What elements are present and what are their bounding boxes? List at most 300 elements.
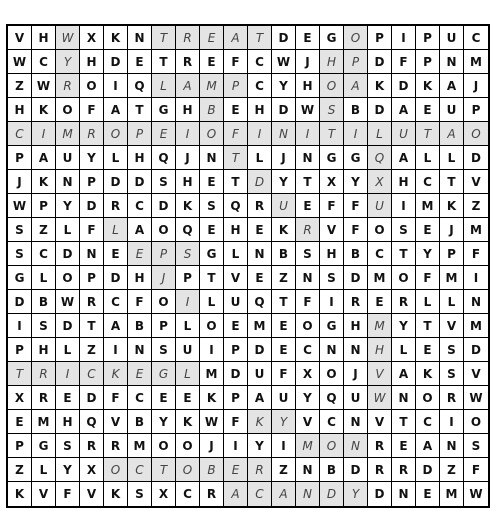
grid-cell[interactable]: N	[464, 290, 488, 314]
grid-cell[interactable]: T	[392, 242, 416, 266]
grid-cell[interactable]: L	[416, 290, 440, 314]
grid-cell[interactable]: U	[392, 122, 416, 146]
grid-cell[interactable]: H	[80, 50, 104, 74]
grid-cell[interactable]: K	[176, 194, 200, 218]
grid-cell[interactable]: O	[344, 26, 368, 50]
grid-cell[interactable]: V	[464, 362, 488, 386]
grid-cell[interactable]: D	[464, 338, 488, 362]
grid-cell[interactable]: V	[8, 26, 32, 50]
grid-cell[interactable]: E	[152, 122, 176, 146]
grid-cell[interactable]: I	[224, 434, 248, 458]
grid-cell[interactable]: H	[320, 50, 344, 74]
grid-cell[interactable]: K	[416, 74, 440, 98]
grid-cell[interactable]: X	[80, 26, 104, 50]
grid-cell[interactable]: O	[368, 218, 392, 242]
grid-cell[interactable]: U	[440, 98, 464, 122]
grid-cell[interactable]: N	[392, 386, 416, 410]
grid-cell[interactable]: D	[56, 314, 80, 338]
grid-cell[interactable]: N	[56, 170, 80, 194]
grid-cell[interactable]: I	[200, 338, 224, 362]
grid-cell[interactable]: A	[392, 362, 416, 386]
grid-cell[interactable]: T	[224, 170, 248, 194]
grid-cell[interactable]: O	[464, 410, 488, 434]
grid-cell[interactable]: U	[440, 26, 464, 50]
grid-cell[interactable]: R	[440, 386, 464, 410]
grid-cell[interactable]: G	[320, 26, 344, 50]
grid-cell[interactable]: T	[152, 50, 176, 74]
grid-cell[interactable]: K	[440, 194, 464, 218]
grid-cell[interactable]: C	[8, 122, 32, 146]
grid-cell[interactable]: R	[80, 290, 104, 314]
grid-cell[interactable]: D	[80, 386, 104, 410]
grid-cell[interactable]: O	[152, 290, 176, 314]
grid-cell[interactable]: E	[224, 314, 248, 338]
grid-cell[interactable]: R	[32, 386, 56, 410]
grid-cell[interactable]: L	[104, 146, 128, 170]
grid-cell[interactable]: S	[128, 482, 152, 506]
grid-cell[interactable]: X	[80, 458, 104, 482]
grid-cell[interactable]: M	[464, 50, 488, 74]
grid-cell[interactable]: T	[296, 170, 320, 194]
grid-cell[interactable]: S	[440, 338, 464, 362]
grid-cell[interactable]: G	[152, 98, 176, 122]
grid-cell[interactable]: D	[320, 482, 344, 506]
grid-cell[interactable]: O	[320, 74, 344, 98]
grid-cell[interactable]: A	[392, 98, 416, 122]
grid-cell[interactable]: B	[128, 314, 152, 338]
grid-cell[interactable]: O	[104, 458, 128, 482]
grid-cell[interactable]: E	[416, 482, 440, 506]
grid-cell[interactable]: O	[152, 434, 176, 458]
grid-cell[interactable]: S	[176, 242, 200, 266]
grid-cell[interactable]: Z	[440, 458, 464, 482]
grid-cell[interactable]: S	[152, 170, 176, 194]
grid-cell[interactable]: E	[416, 218, 440, 242]
grid-cell[interactable]: X	[368, 170, 392, 194]
grid-cell[interactable]: J	[176, 146, 200, 170]
grid-cell[interactable]: W	[32, 74, 56, 98]
grid-cell[interactable]: N	[344, 338, 368, 362]
grid-cell[interactable]: E	[272, 338, 296, 362]
grid-cell[interactable]: D	[368, 98, 392, 122]
grid-cell[interactable]: E	[176, 386, 200, 410]
grid-cell[interactable]: Y	[272, 410, 296, 434]
grid-cell[interactable]: F	[80, 218, 104, 242]
grid-cell[interactable]: A	[440, 122, 464, 146]
grid-cell[interactable]: W	[56, 26, 80, 50]
grid-cell[interactable]: U	[272, 386, 296, 410]
grid-cell[interactable]: H	[32, 338, 56, 362]
grid-cell[interactable]: K	[416, 362, 440, 386]
grid-cell[interactable]: K	[8, 482, 32, 506]
grid-cell[interactable]: Z	[272, 458, 296, 482]
grid-cell[interactable]: O	[152, 218, 176, 242]
grid-cell[interactable]: E	[296, 26, 320, 50]
grid-cell[interactable]: D	[8, 290, 32, 314]
grid-cell[interactable]: J	[440, 218, 464, 242]
grid-cell[interactable]: N	[440, 50, 464, 74]
grid-cell[interactable]: A	[104, 98, 128, 122]
grid-cell[interactable]: Y	[344, 482, 368, 506]
grid-cell[interactable]: X	[320, 170, 344, 194]
grid-cell[interactable]: T	[272, 290, 296, 314]
grid-cell[interactable]: P	[368, 26, 392, 50]
grid-cell[interactable]: J	[200, 434, 224, 458]
grid-cell[interactable]: R	[176, 26, 200, 50]
grid-cell[interactable]: F	[104, 386, 128, 410]
grid-cell[interactable]: C	[32, 242, 56, 266]
grid-cell[interactable]: D	[416, 458, 440, 482]
grid-cell[interactable]: L	[392, 338, 416, 362]
grid-cell[interactable]: Q	[176, 218, 200, 242]
grid-cell[interactable]: L	[176, 314, 200, 338]
grid-cell[interactable]: F	[128, 290, 152, 314]
grid-cell[interactable]: Y	[248, 434, 272, 458]
grid-cell[interactable]: K	[248, 410, 272, 434]
grid-cell[interactable]: I	[104, 74, 128, 98]
grid-cell[interactable]: I	[272, 434, 296, 458]
grid-cell[interactable]: Z	[464, 194, 488, 218]
grid-cell[interactable]: E	[128, 242, 152, 266]
grid-cell[interactable]: K	[368, 74, 392, 98]
grid-cell[interactable]: G	[320, 314, 344, 338]
grid-cell[interactable]: V	[440, 314, 464, 338]
grid-cell[interactable]: P	[128, 122, 152, 146]
grid-cell[interactable]: M	[464, 314, 488, 338]
grid-cell[interactable]: P	[416, 26, 440, 50]
grid-cell[interactable]: C	[32, 50, 56, 74]
grid-cell[interactable]: J	[344, 362, 368, 386]
grid-cell[interactable]: V	[464, 170, 488, 194]
grid-cell[interactable]: I	[344, 122, 368, 146]
grid-cell[interactable]: H	[296, 74, 320, 98]
grid-cell[interactable]: F	[224, 410, 248, 434]
grid-cell[interactable]: B	[200, 98, 224, 122]
grid-cell[interactable]: C	[248, 482, 272, 506]
grid-cell[interactable]: R	[56, 74, 80, 98]
grid-cell[interactable]: C	[248, 50, 272, 74]
grid-cell[interactable]: O	[320, 434, 344, 458]
grid-cell[interactable]: C	[176, 482, 200, 506]
grid-cell[interactable]: M	[128, 434, 152, 458]
grid-cell[interactable]: E	[296, 194, 320, 218]
grid-cell[interactable]: O	[296, 314, 320, 338]
grid-cell[interactable]: M	[56, 122, 80, 146]
grid-cell[interactable]: C	[128, 194, 152, 218]
grid-cell[interactable]: X	[296, 362, 320, 386]
grid-cell[interactable]: H	[248, 98, 272, 122]
grid-cell[interactable]: B	[344, 242, 368, 266]
grid-cell[interactable]: O	[56, 266, 80, 290]
grid-cell[interactable]: P	[344, 50, 368, 74]
grid-cell[interactable]: E	[200, 170, 224, 194]
grid-cell[interactable]: G	[32, 434, 56, 458]
grid-cell[interactable]: D	[344, 458, 368, 482]
grid-cell[interactable]: W	[200, 410, 224, 434]
grid-cell[interactable]: A	[176, 74, 200, 98]
grid-cell[interactable]: N	[128, 26, 152, 50]
grid-cell[interactable]: M	[440, 482, 464, 506]
grid-cell[interactable]: I	[320, 290, 344, 314]
grid-cell[interactable]: J	[272, 146, 296, 170]
grid-cell[interactable]: M	[368, 314, 392, 338]
grid-cell[interactable]: M	[440, 266, 464, 290]
grid-cell[interactable]: L	[32, 458, 56, 482]
grid-cell[interactable]: T	[200, 266, 224, 290]
grid-cell[interactable]: N	[344, 434, 368, 458]
grid-cell[interactable]: Y	[344, 170, 368, 194]
grid-cell[interactable]: A	[272, 482, 296, 506]
grid-cell[interactable]: Y	[152, 410, 176, 434]
grid-cell[interactable]: O	[200, 122, 224, 146]
grid-cell[interactable]: K	[104, 362, 128, 386]
grid-cell[interactable]: Y	[272, 74, 296, 98]
grid-cell[interactable]: L	[368, 122, 392, 146]
grid-cell[interactable]: H	[8, 98, 32, 122]
grid-cell[interactable]: O	[320, 362, 344, 386]
grid-cell[interactable]: T	[128, 98, 152, 122]
grid-cell[interactable]: E	[200, 26, 224, 50]
grid-cell[interactable]: W	[469, 487, 483, 501]
grid-cell[interactable]: E	[56, 386, 80, 410]
grid-cell[interactable]: D	[272, 98, 296, 122]
grid-cell[interactable]: N	[80, 242, 104, 266]
grid-cell[interactable]: M	[32, 410, 56, 434]
grid-cell[interactable]: P	[416, 50, 440, 74]
grid-cell[interactable]: R	[176, 50, 200, 74]
grid-cell[interactable]: J	[152, 266, 176, 290]
grid-cell[interactable]: H	[176, 170, 200, 194]
grid-cell[interactable]: L	[440, 146, 464, 170]
grid-cell[interactable]: F	[56, 482, 80, 506]
grid-cell[interactable]: S	[8, 242, 32, 266]
grid-cell[interactable]: P	[8, 434, 32, 458]
grid-cell[interactable]: E	[416, 338, 440, 362]
grid-cell[interactable]: R	[248, 458, 272, 482]
grid-cell[interactable]: P	[8, 146, 32, 170]
grid-cell[interactable]: D	[128, 170, 152, 194]
grid-cell[interactable]: C	[416, 410, 440, 434]
grid-cell[interactable]: T	[416, 122, 440, 146]
grid-cell[interactable]: W	[56, 290, 80, 314]
grid-cell[interactable]: I	[464, 266, 488, 290]
grid-cell[interactable]: L	[56, 218, 80, 242]
grid-cell[interactable]: E	[200, 218, 224, 242]
grid-cell[interactable]: F	[320, 194, 344, 218]
grid-cell[interactable]: C	[296, 338, 320, 362]
grid-cell[interactable]: C	[128, 386, 152, 410]
grid-cell[interactable]: D	[344, 266, 368, 290]
grid-cell[interactable]: R	[104, 434, 128, 458]
grid-cell[interactable]: Q	[320, 386, 344, 410]
grid-cell[interactable]: F	[296, 290, 320, 314]
grid-cell[interactable]: Z	[32, 218, 56, 242]
grid-cell[interactable]: T	[392, 410, 416, 434]
grid-cell[interactable]: N	[320, 338, 344, 362]
grid-cell[interactable]: C	[368, 242, 392, 266]
grid-cell[interactable]: P	[224, 74, 248, 98]
grid-cell[interactable]: O	[56, 98, 80, 122]
grid-cell[interactable]: V	[32, 482, 56, 506]
grid-cell[interactable]: E	[200, 50, 224, 74]
grid-cell[interactable]: E	[8, 410, 32, 434]
grid-cell[interactable]: C	[248, 74, 272, 98]
grid-cell[interactable]: M	[200, 362, 224, 386]
grid-cell[interactable]: A	[104, 314, 128, 338]
grid-cell[interactable]: V	[320, 218, 344, 242]
grid-cell[interactable]: M	[368, 266, 392, 290]
grid-cell[interactable]: A	[32, 146, 56, 170]
grid-cell[interactable]: I	[392, 194, 416, 218]
grid-cell[interactable]: G	[200, 242, 224, 266]
grid-cell[interactable]: D	[152, 194, 176, 218]
grid-cell[interactable]: T	[152, 26, 176, 50]
grid-cell[interactable]: L	[440, 290, 464, 314]
grid-cell[interactable]: E	[224, 458, 248, 482]
grid-cell[interactable]: H	[176, 98, 200, 122]
grid-cell[interactable]: W	[464, 386, 488, 410]
grid-cell[interactable]: D	[272, 26, 296, 50]
grid-cell[interactable]: R	[344, 290, 368, 314]
grid-cell[interactable]: D	[464, 146, 488, 170]
grid-cell[interactable]: W	[8, 194, 32, 218]
grid-cell[interactable]: I	[176, 122, 200, 146]
grid-cell[interactable]: F	[272, 362, 296, 386]
grid-cell[interactable]: U	[176, 338, 200, 362]
grid-cell[interactable]: T	[416, 314, 440, 338]
grid-cell[interactable]: T	[80, 314, 104, 338]
grid-cell[interactable]: F	[224, 122, 248, 146]
grid-cell[interactable]: L	[176, 362, 200, 386]
grid-cell[interactable]: E	[368, 290, 392, 314]
grid-cell[interactable]: S	[464, 434, 488, 458]
grid-cell[interactable]: O	[200, 314, 224, 338]
grid-cell[interactable]: A	[128, 218, 152, 242]
grid-cell[interactable]: Z	[8, 74, 32, 98]
grid-cell[interactable]: M	[200, 74, 224, 98]
grid-cell[interactable]: Y	[56, 458, 80, 482]
grid-cell[interactable]: Q	[128, 74, 152, 98]
grid-cell[interactable]: T	[224, 146, 248, 170]
grid-cell[interactable]: D	[248, 170, 272, 194]
grid-cell[interactable]: W	[272, 50, 296, 74]
grid-cell[interactable]: B	[32, 290, 56, 314]
grid-cell[interactable]: B	[344, 98, 368, 122]
grid-cell[interactable]: U	[56, 146, 80, 170]
grid-cell[interactable]: E	[248, 266, 272, 290]
grid-cell[interactable]: M	[248, 314, 272, 338]
grid-cell[interactable]: S	[200, 194, 224, 218]
grid-cell[interactable]: H	[368, 338, 392, 362]
grid-cell[interactable]: H	[32, 26, 56, 50]
grid-cell[interactable]: Y	[80, 146, 104, 170]
grid-cell[interactable]: E	[416, 98, 440, 122]
grid-cell[interactable]: T	[152, 458, 176, 482]
grid-cell[interactable]: L	[104, 218, 128, 242]
grid-cell[interactable]: I	[56, 362, 80, 386]
grid-cell[interactable]: R	[32, 362, 56, 386]
grid-cell[interactable]: O	[176, 458, 200, 482]
grid-cell[interactable]: O	[416, 386, 440, 410]
grid-cell[interactable]: E	[128, 50, 152, 74]
grid-cell[interactable]: R	[296, 218, 320, 242]
grid-cell[interactable]: A	[440, 74, 464, 98]
grid-cell[interactable]: P	[32, 194, 56, 218]
grid-cell[interactable]: R	[80, 434, 104, 458]
grid-cell[interactable]: V	[296, 410, 320, 434]
grid-cell[interactable]: O	[176, 434, 200, 458]
grid-cell[interactable]: H	[224, 218, 248, 242]
grid-cell[interactable]: E	[248, 218, 272, 242]
grid-cell[interactable]: U	[368, 194, 392, 218]
grid-cell[interactable]: P	[440, 242, 464, 266]
grid-cell[interactable]: D	[368, 482, 392, 506]
grid-cell[interactable]: F	[344, 194, 368, 218]
grid-cell[interactable]: F	[416, 266, 440, 290]
grid-cell[interactable]: K	[272, 218, 296, 242]
grid-cell[interactable]: I	[296, 122, 320, 146]
grid-cell[interactable]: P	[80, 170, 104, 194]
grid-cell[interactable]: S	[152, 338, 176, 362]
grid-cell[interactable]: N	[248, 242, 272, 266]
grid-cell[interactable]: A	[392, 146, 416, 170]
grid-cell[interactable]: G	[320, 146, 344, 170]
grid-cell[interactable]: S	[320, 98, 344, 122]
grid-cell[interactable]: E	[224, 98, 248, 122]
grid-cell[interactable]: J	[8, 170, 32, 194]
grid-cell[interactable]: F	[392, 50, 416, 74]
grid-cell[interactable]: H	[392, 170, 416, 194]
grid-cell[interactable]: U	[272, 194, 296, 218]
grid-cell[interactable]: L	[32, 266, 56, 290]
grid-cell[interactable]: Q	[80, 410, 104, 434]
grid-cell[interactable]: T	[8, 362, 32, 386]
grid-cell[interactable]: Y	[392, 314, 416, 338]
grid-cell[interactable]: I	[248, 122, 272, 146]
grid-cell[interactable]: D	[248, 338, 272, 362]
grid-cell[interactable]: N	[296, 146, 320, 170]
grid-cell[interactable]: F	[224, 50, 248, 74]
grid-cell[interactable]: N	[440, 434, 464, 458]
grid-cell[interactable]: F	[464, 458, 488, 482]
grid-cell[interactable]: N	[200, 146, 224, 170]
grid-cell[interactable]: U	[344, 386, 368, 410]
grid-cell[interactable]: S	[8, 218, 32, 242]
grid-cell[interactable]: R	[248, 194, 272, 218]
grid-cell[interactable]: R	[80, 122, 104, 146]
grid-cell[interactable]: J	[296, 50, 320, 74]
grid-cell[interactable]: Z	[8, 458, 32, 482]
grid-cell[interactable]: O	[80, 74, 104, 98]
grid-cell[interactable]: Y	[296, 386, 320, 410]
grid-cell[interactable]: M	[464, 218, 488, 242]
grid-cell[interactable]: I	[8, 314, 32, 338]
grid-cell[interactable]: N	[296, 458, 320, 482]
grid-cell[interactable]: X	[8, 386, 32, 410]
grid-cell[interactable]: V	[104, 410, 128, 434]
grid-cell[interactable]: E	[152, 386, 176, 410]
grid-cell[interactable]: C	[104, 290, 128, 314]
grid-cell[interactable]: R	[104, 194, 128, 218]
grid-cell[interactable]: E	[128, 362, 152, 386]
grid-cell[interactable]: N	[272, 122, 296, 146]
grid-cell[interactable]: P	[224, 386, 248, 410]
grid-cell[interactable]: K	[104, 26, 128, 50]
grid-cell[interactable]: N	[296, 482, 320, 506]
grid-cell[interactable]: D	[224, 362, 248, 386]
grid-cell[interactable]: T	[320, 122, 344, 146]
grid-cell[interactable]: A	[344, 74, 368, 98]
